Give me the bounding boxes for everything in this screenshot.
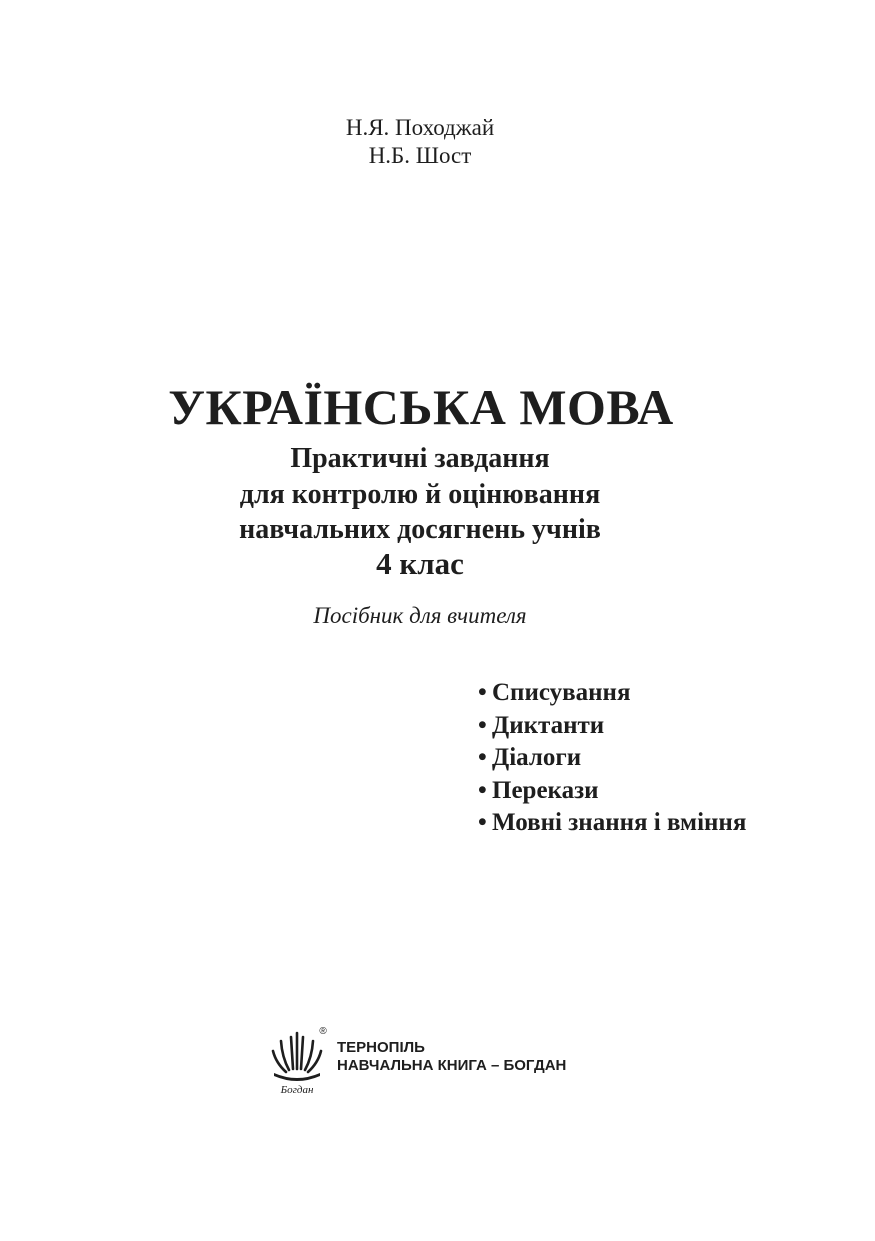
book-title: УКРАЇНСЬКА МОВА xyxy=(168,379,674,435)
authors xyxy=(0,114,840,170)
list-item-label: Діалоги xyxy=(492,744,582,772)
bullet: • xyxy=(478,744,487,772)
registered-mark: ® xyxy=(319,1026,327,1037)
list-item xyxy=(478,710,868,743)
logo-text: Богдан xyxy=(280,1084,314,1096)
author-1: Н.Я. Походжай xyxy=(345,115,495,140)
subtitle-line-3: навчальних досягнень учнів xyxy=(239,514,601,545)
bullet: • xyxy=(478,809,487,837)
subtitle-line-2: для контролю й оцінювання xyxy=(239,479,601,510)
list-item-label: Мовні знання і вміння xyxy=(492,809,747,837)
subtitle-line-1: Практичні завдання xyxy=(290,443,550,474)
list-item-label: Перекази xyxy=(492,776,599,804)
grade-label: 4 клас xyxy=(376,546,464,581)
guide-label: Посібник для вчителя xyxy=(313,603,527,628)
list-item xyxy=(478,775,868,808)
author-2: Н.Б. Шост xyxy=(368,143,472,168)
publisher-city: ТЕРНОПІЛЬ xyxy=(337,1039,425,1056)
bullet: • xyxy=(478,711,487,739)
list-item xyxy=(478,742,868,775)
list-item-label: Списування xyxy=(492,679,631,706)
list-item xyxy=(478,677,868,710)
list-item xyxy=(478,807,868,840)
contents-list xyxy=(478,677,868,840)
bullet: • xyxy=(478,776,487,804)
bogdan-logo-icon xyxy=(268,1021,330,1097)
bullet: • xyxy=(478,679,487,706)
publisher-name: НАВЧАЛЬНА КНИГА – БОГДАН xyxy=(337,1057,567,1074)
list-item-label: Диктанти xyxy=(492,711,605,739)
